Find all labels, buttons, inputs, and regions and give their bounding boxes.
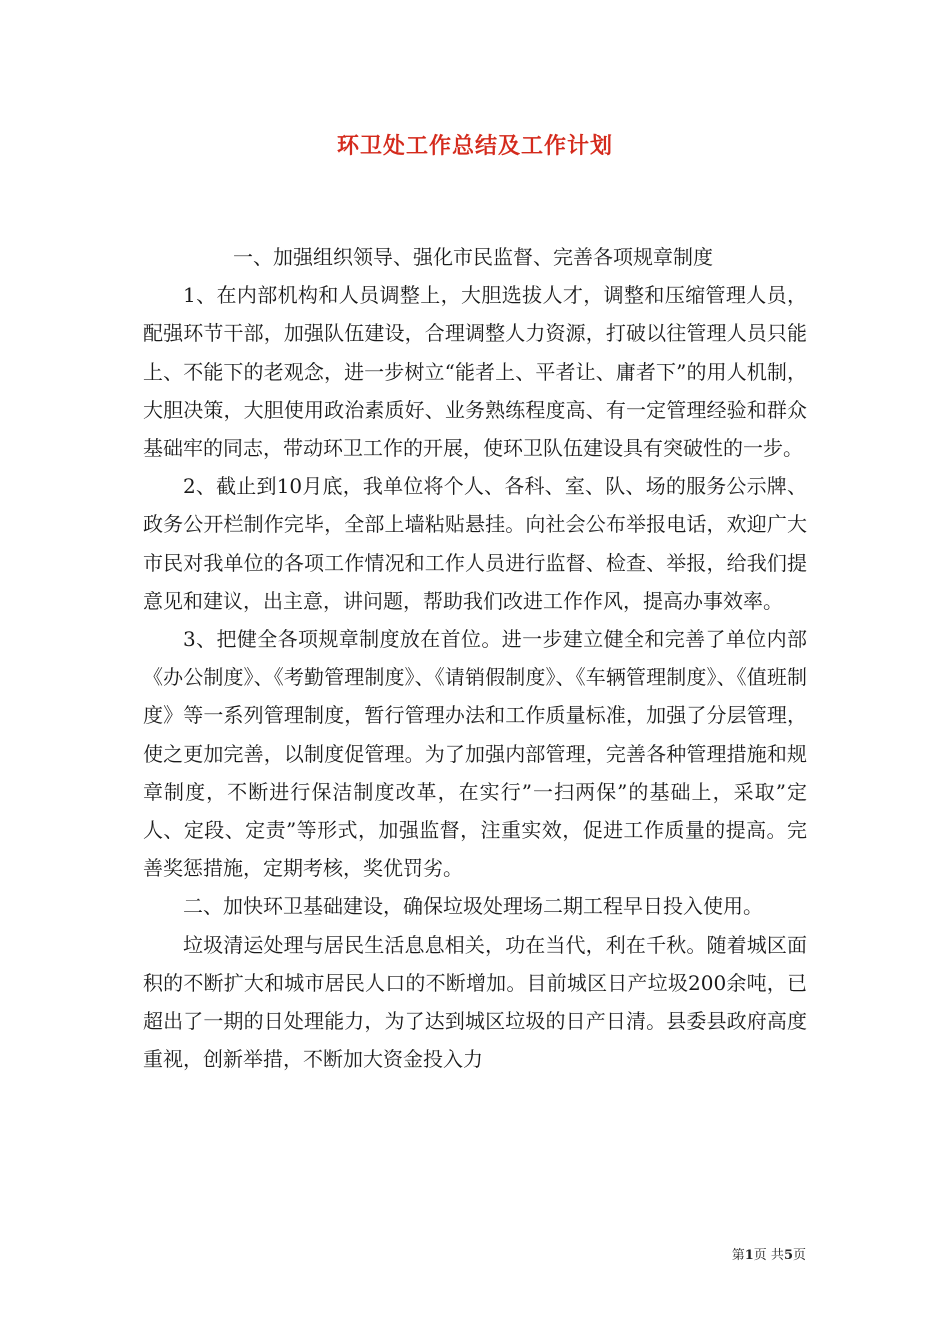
- current-page-number: 1: [744, 1248, 754, 1263]
- footer-suffix: 页: [792, 1248, 806, 1263]
- section-heading-2: 二、加快环卫基础建设，确保垃圾处理场二期工程早日投入使用。: [183, 894, 763, 919]
- document-title: 环卫处工作总结及工作计划: [336, 133, 613, 159]
- paragraph-3: 3、把健全各项规章制度放在首位。进一步建立健全和完善了单位内部《办公制度》、《考勤管理制度》、《请销假制度》、《车辆管理制度》、《值班制度》等一系列管理制度，暂行管理办法和工作质量标准，加强了分层管理，使之更加完善，以制度促管理。为了加强内部管理，完善各种管理措施和规章制度，不断进行保洁制度改革，在实行”一扫两保”的基础上，采取”定人、定段、定责”等形式，加强监督，注重实效，促进工作质量的提高。完善奖惩措施，定期考核，奖优罚劣。: [143, 627, 807, 881]
- total-page-number: 5: [783, 1248, 793, 1263]
- paragraph-2: 2、截止到10月底，我单位将个人、各科、室、队、场的服务公示牌、政务公开栏制作完毕，全部上墙粘贴悬挂。向社会公布举报电话，欢迎广大市民对我单位的各项工作情况和工作人员进行监督、检查、举报，给我们提意见和建议，出主意，讲问题，帮助我们改进工作作风，提高办事效率。: [143, 474, 807, 613]
- paragraph-4: 垃圾清运处理与居民生活息息相关，功在当代，利在千秋。随着城区面积的不断扩大和城市居民人口的不断增加。目前城区日产垃圾200余吨，已超出了一期的日处理能力，为了达到城区垃圾的日产日清。县委县政府高度重视，创新举措，不断加大资金投入力: [143, 932, 807, 1072]
- footer-middle: 页 共: [753, 1248, 784, 1263]
- paragraph-1: 1、在内部机构和人员调整上，大胆选拔人才，调整和压缩管理人员，配强环节干部，加强队伍建设，合理调整人力资源，打破以往管理人员只能上、不能下的老观念，进一步树立“能者上、平者让、庸者下”的用人机制，大胆决策，大胆使用政治素质好、业务熟练程度高、有一定管理经验和群众基础牢的同志，带动环卫工作的开展，使环卫队伍建设具有突破性的一步。: [143, 283, 807, 461]
- section-heading-1: 一、加强组织领导、强化市民监督、完善各项规章制度: [233, 245, 713, 269]
- page-number-footer: [732, 1247, 806, 1265]
- footer-prefix: 第: [731, 1248, 745, 1263]
- document-body: [143, 238, 807, 1078]
